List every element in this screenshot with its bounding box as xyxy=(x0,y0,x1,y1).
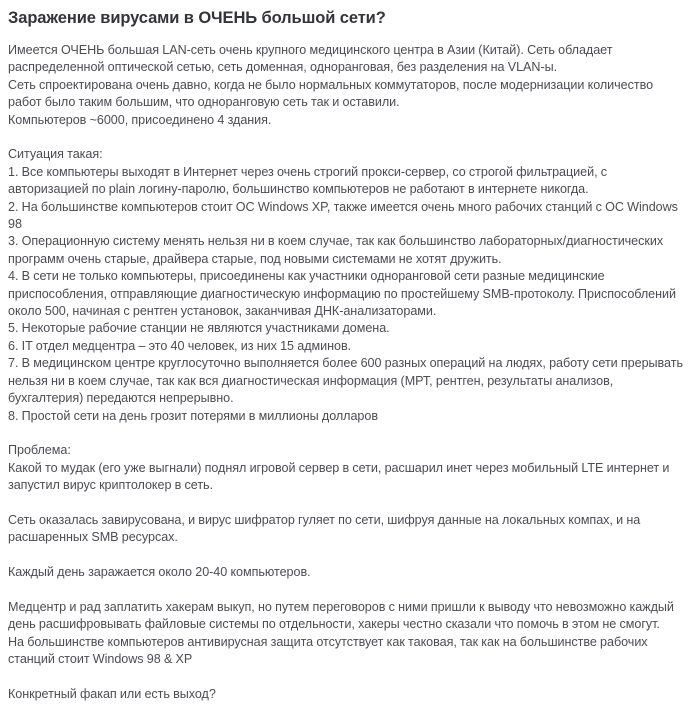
paragraph-situation-6: 6. IT отдел медцентра – это 40 человек, из них 15 админов. xyxy=(8,338,352,353)
paragraph-situation-8: 8. Простой сети на день грозит потерями в миллионы долларов xyxy=(8,408,378,423)
paragraph-closing-question: Конкретный факап или есть выход? xyxy=(8,686,216,701)
paragraph-intro-design: Сеть спроектирована очень давно, когда не было нормальных коммутаторов, после модернизации количество работ было таким большим, что одноранговую сеть так и оставили. xyxy=(8,77,654,110)
paragraph-situation-4: 4. В сети не только компьютеры, присоединены как участники одноранговой сети разные медицинские приспособления, отправляющие диагностическую информацию по простейшему SMB-протоколу. Приспособлений около 500, начиная с рентген установок, заканчивая ДНК-анализаторами. xyxy=(8,269,676,319)
paragraph-problem-rate: Каждый день заражается около 20-40 компьютеров. xyxy=(8,565,311,580)
paragraph-situation-5: 5. Некоторые рабочие станции не являются участниками домена. xyxy=(8,321,390,336)
paragraph-problem-spread: Сеть оказалась завирусована, и вирус шифратор гуляет по сети, шифруя данные на локальных компах, и на расшаренных SMB ресурсах. xyxy=(8,512,641,545)
paragraph-problem-origin: Какой то мудак (его уже выгнали) поднял игровой сервер в сети, расшарил инет через мобильный LTE интернет и запустил вирус криптолокер в сеть. xyxy=(8,460,670,493)
paragraph-intro-network: Имеется ОЧЕНЬ большая LAN-сеть очень крупного медицинского центра в Азии (Китай). Сеть обладает распределенной оптической сетью, сеть доменная, одноранговая, без разделения на VLAN-ы. xyxy=(8,43,613,75)
document-body xyxy=(7,42,686,703)
paragraph-problem-ransom: Медцентр и рад заплатить хакерам выкуп, но путем переговоров с ними пришли к выводу что невозможно каждый день расшифровывать файловые системы по отдельности, хакеры честно сказали что помочь в этом не смогут. xyxy=(8,599,674,632)
paragraph-situation-1: 1. Все компьютеры выходят в Интернет через очень строгий прокси-сервер, со строгой фильтрацией, с авторизацией по plain логину-паролю, большинство компьютеров не работают в интернете никогда. xyxy=(8,164,608,197)
paragraph-situation-3: 3. Операционную систему менять нельзя ни в коем случае, так как большинство лабораторных/диагностических программ очень старые, драйвера старые, под новыми системами не хотят дружить. xyxy=(8,234,664,266)
paragraph-situation-2: 2. На большинстве компьютеров стоит ОС Windows XP, также имеется очень много рабочих станций с ОС Windows 98 xyxy=(8,199,678,232)
paragraph-intro-computers: Компьютеров ~6000, присоединено 4 здания. xyxy=(8,112,272,127)
page-title: Заражение вирусами в ОЧЕНЬ большой сети? xyxy=(8,9,386,27)
paragraph-situation-7: 7. В медицинском центре круглосуточно выполняется более 600 разных операций на людях, работу сети прерывать нельзя ни в коем случае, так как вся диагностическая информация (МРТ, рентген, результаты анализов, бухгалтерия) передаются непрерывно. xyxy=(8,356,683,406)
paragraph-problem-heading: Проблема: xyxy=(8,443,71,458)
paragraph-situation-heading: Ситуация такая: xyxy=(8,147,103,162)
paragraph-problem-antivirus: На большинстве компьютеров антивирусная защита отсутствует как таковая, так как на большинстве рабочих станций стоит Windows 98 & XP xyxy=(8,634,648,667)
